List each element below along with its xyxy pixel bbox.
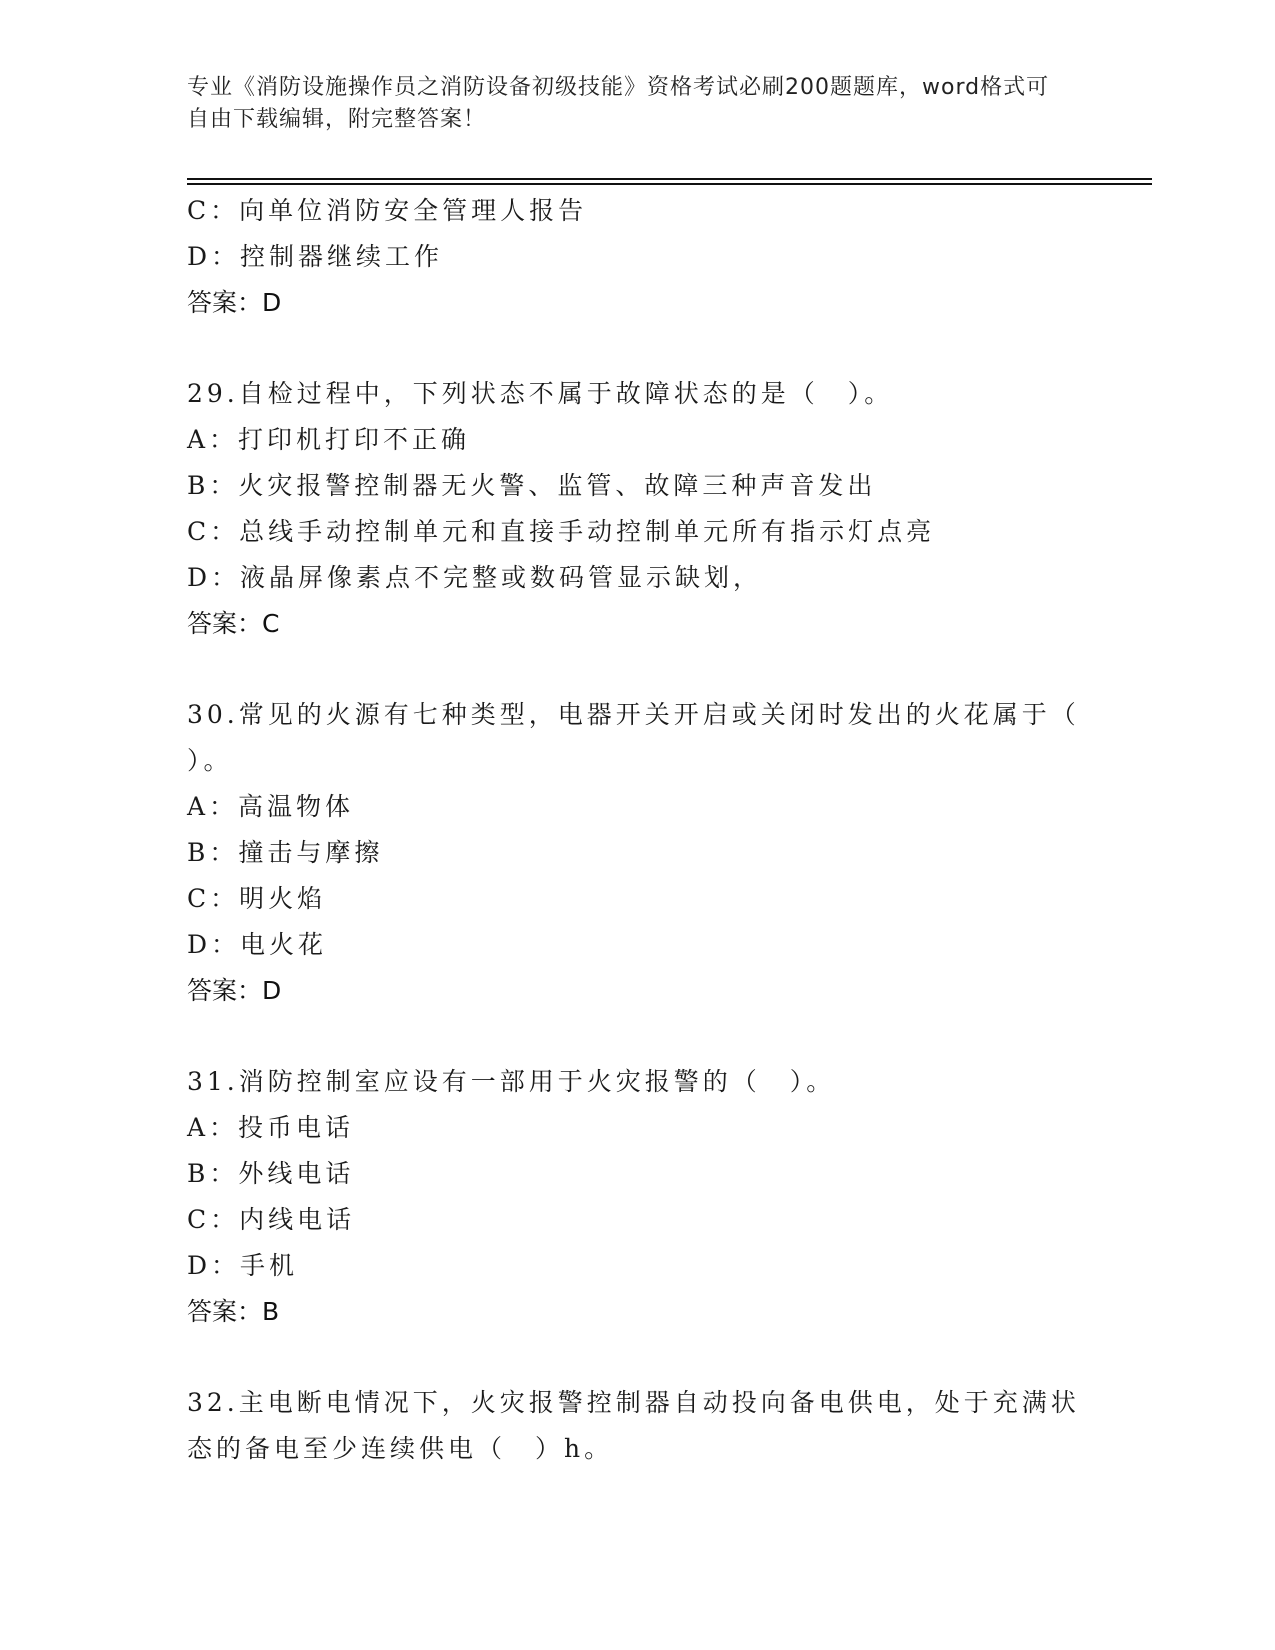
- option-d: D：液晶屏像素点不完整或数码管显示缺划，: [187, 563, 763, 592]
- answer: 答案：C: [187, 609, 280, 638]
- option-b: B：撞击与摩擦: [187, 838, 384, 867]
- option-c: C：向单位消防安全管理人报告: [187, 196, 588, 225]
- option-d: D：控制器继续工作: [187, 242, 444, 271]
- option-c: C：明火焰: [187, 884, 327, 913]
- option-c: C：总线手动控制单元和直接手动控制单元所有指示灯点亮: [187, 517, 936, 546]
- option-d: D：电火花: [187, 930, 328, 959]
- option-b: B：外线电话: [187, 1159, 355, 1188]
- option-a: A：高温物体: [187, 792, 355, 821]
- option-a: A：投币电话: [187, 1113, 355, 1142]
- document-header: 专业《消防设施操作员之消防设备初级技能》资格考试必刷200题题库，word格式可自由下载编辑，附完整答案！: [187, 75, 1050, 132]
- question-28-tail: [187, 188, 1087, 326]
- question-stem-line-1: 30.常见的火源有七种类型，电器开关开启或关闭时发出的火花属于（: [187, 700, 1080, 729]
- header-rule-bottom: [187, 183, 1152, 185]
- question-29: [187, 371, 1087, 647]
- spacer: [187, 326, 1087, 371]
- question-stem-line-2: 态的备电至少连续供电（ ）h。: [187, 1434, 614, 1463]
- question-stem: 29.自检过程中，下列状态不属于故障状态的是（ ）。: [187, 379, 894, 408]
- answer: 答案：B: [187, 1297, 280, 1326]
- question-30: [187, 692, 1087, 1014]
- option-b: B：火灾报警控制器无火警、监管、故障三种声音发出: [187, 471, 877, 500]
- question-32: [187, 1380, 1087, 1472]
- answer: 答案：D: [187, 976, 282, 1005]
- question-stem-line-1: 32.主电断电情况下，火灾报警控制器自动投向备电供电，处于充满状: [187, 1388, 1080, 1417]
- spacer: [187, 1014, 1087, 1059]
- question-31: [187, 1059, 1087, 1335]
- spacer: [187, 647, 1087, 692]
- question-stem: 31.消防控制室应设有一部用于火灾报警的（ ）。: [187, 1067, 836, 1096]
- option-c: C：内线电话: [187, 1205, 356, 1234]
- option-d: D：手机: [187, 1251, 299, 1280]
- question-stem-line-2: ）。: [187, 746, 233, 775]
- option-a: A：打印机打印不正确: [187, 425, 471, 454]
- answer: 答案：D: [187, 288, 282, 317]
- spacer: [187, 1335, 1087, 1380]
- question-content: [187, 188, 1087, 1472]
- header-rule-top: [187, 178, 1152, 180]
